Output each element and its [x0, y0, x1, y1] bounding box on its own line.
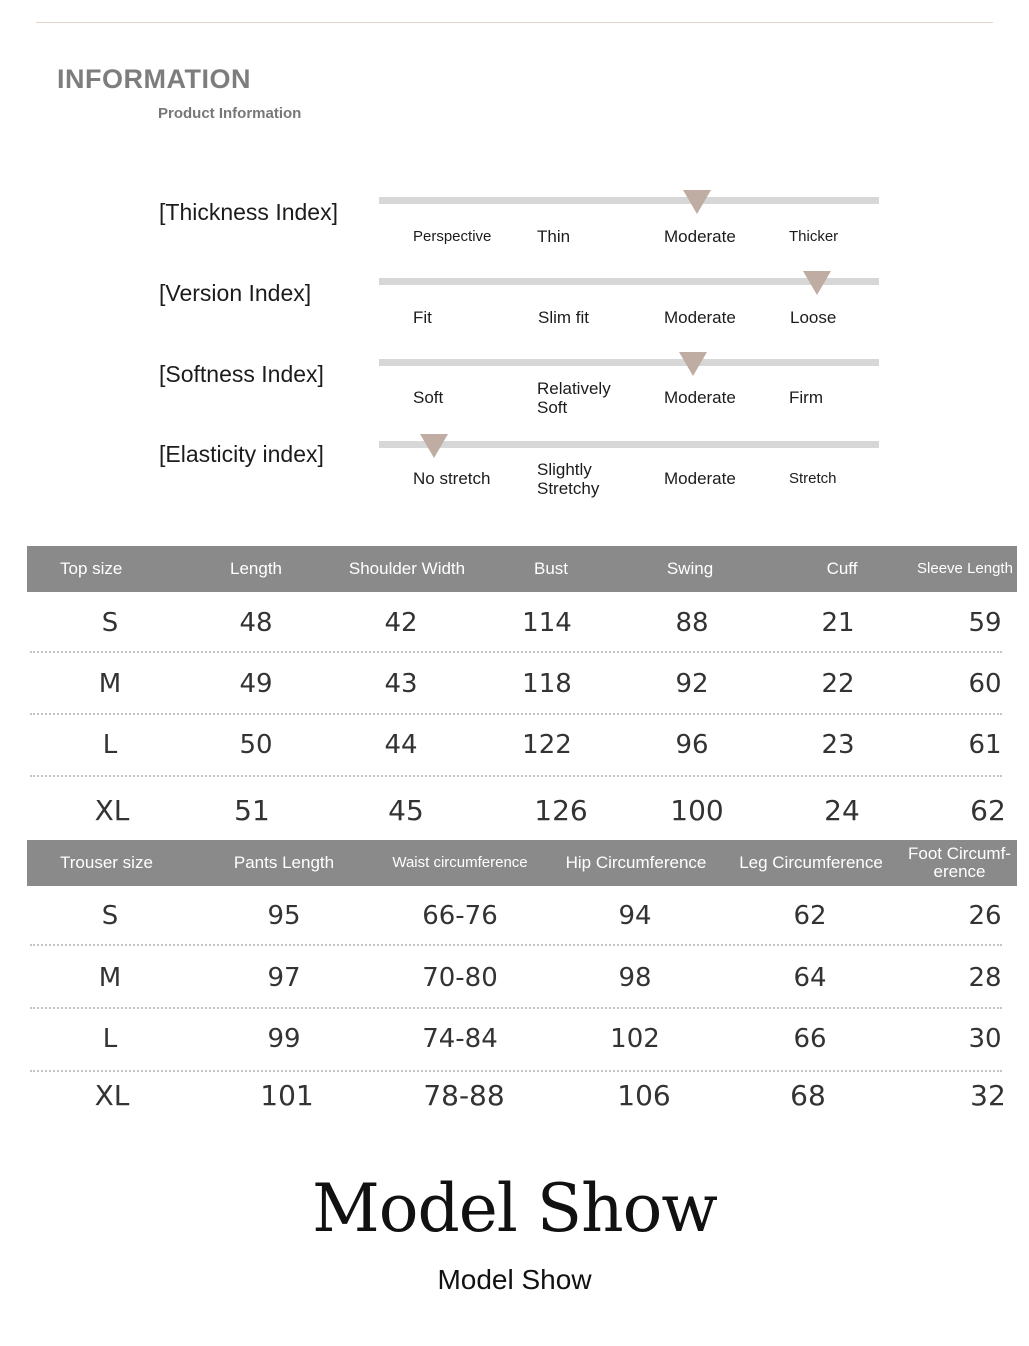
table-cell: 21 [821, 608, 855, 638]
column-header: Foot Circumf-erence [908, 844, 1011, 881]
version-option: Moderate [664, 308, 736, 327]
thickness-index-bar [379, 197, 879, 204]
column-header: Top size [60, 559, 123, 578]
table-cell: 48 [239, 608, 273, 638]
table-cell: 23 [821, 730, 855, 760]
version-option: Loose [790, 308, 837, 327]
table-cell: 101 [260, 1078, 314, 1112]
section-title: INFORMATION [57, 64, 251, 94]
table-cell: 59 [968, 608, 1002, 638]
table-cell: 42 [384, 608, 418, 638]
table-cell: 96 [675, 730, 709, 760]
table-cell: XL [94, 793, 130, 827]
table-cell: 49 [239, 669, 273, 699]
table-cell: 24 [824, 793, 860, 827]
table-cell: 66 [793, 1024, 827, 1054]
table-row [27, 655, 1017, 713]
top-size-table-header [27, 546, 1017, 592]
table-cell: 44 [384, 730, 418, 760]
elasticity-index-label: [Elasticity index] [159, 441, 324, 467]
table-cell: 62 [793, 901, 827, 931]
top-divider [36, 22, 993, 23]
elasticity-option: Moderate [664, 469, 736, 488]
model-show-subheading: Model Show [437, 1264, 592, 1295]
table-cell: 51 [234, 793, 270, 827]
row-divider [30, 775, 1002, 777]
thickness-option: Moderate [664, 227, 736, 246]
section-subtitle: Product Information [158, 105, 302, 122]
thickness-option: Perspective [413, 228, 492, 245]
table-cell: 68 [790, 1078, 826, 1112]
version-option: Slim fit [538, 308, 589, 327]
table-cell: 66-76 [422, 901, 498, 931]
table-cell: S [101, 901, 119, 931]
table-cell: 61 [968, 730, 1002, 760]
elasticity-option: Stretch [789, 470, 837, 487]
thickness-index-marker [683, 190, 711, 214]
softness-index-marker [679, 352, 707, 376]
table-cell: 60 [968, 669, 1002, 699]
table-cell: 92 [675, 669, 709, 699]
table-cell: 88 [675, 608, 709, 638]
elasticity-index-marker [420, 434, 448, 458]
trouser-size-table-header [27, 840, 1017, 886]
table-cell: 45 [388, 793, 424, 827]
version-index-label: [Version Index] [159, 280, 312, 306]
thickness-option: Thin [537, 227, 571, 246]
table-cell: M [98, 669, 122, 699]
table-cell: 100 [670, 793, 724, 827]
table-row [27, 594, 1017, 652]
version-index-marker [803, 271, 831, 295]
thickness-index-label: [Thickness Index] [159, 199, 338, 225]
row-divider [30, 944, 1002, 946]
column-header: Cuff [826, 559, 858, 578]
column-header: Hip Circumference [565, 853, 707, 872]
column-header: Bust [533, 559, 569, 578]
table-cell: 102 [610, 1024, 660, 1054]
table-row [27, 888, 1017, 944]
column-header: Leg Circumference [739, 853, 883, 872]
softness-option: Relatively Soft [537, 379, 611, 417]
table-cell: 64 [793, 963, 827, 993]
row-divider [30, 713, 1002, 715]
table-row [27, 716, 1017, 774]
table-cell: M [98, 963, 122, 993]
table-cell: 98 [618, 963, 652, 993]
table-row [27, 949, 1017, 1007]
softness-option: Soft [413, 388, 444, 407]
row-divider [30, 651, 1002, 653]
column-header: Pants Length [233, 853, 335, 872]
column-header: Trouser size [60, 853, 153, 872]
table-cell: L [102, 730, 118, 760]
softness-option: Moderate [664, 388, 736, 407]
table-row [27, 1010, 1017, 1068]
column-header: Waist circumference [392, 854, 528, 871]
model-show-heading: Model Show [312, 1170, 717, 1247]
column-header: Swing [666, 559, 714, 578]
thickness-option: Thicker [789, 228, 839, 245]
table-row [27, 1066, 1017, 1124]
table-cell: 118 [522, 669, 572, 699]
table-cell: 30 [968, 1024, 1002, 1054]
elasticity-option: Slightly Stretchy [537, 460, 600, 498]
table-cell: 50 [239, 730, 273, 760]
column-header: Shoulder Width [348, 559, 466, 578]
table-row [27, 780, 1017, 840]
row-divider [30, 1007, 1002, 1009]
table-cell: 94 [618, 901, 652, 931]
table-cell: 62 [970, 793, 1006, 827]
table-cell: 106 [617, 1078, 671, 1112]
table-cell: 95 [267, 901, 301, 931]
table-cell: 32 [970, 1078, 1006, 1112]
table-cell: 114 [522, 608, 572, 638]
table-cell: 70-80 [422, 963, 498, 993]
table-cell: 26 [968, 901, 1002, 931]
column-header: Length [230, 559, 282, 578]
table-cell: 43 [384, 669, 418, 699]
elasticity-index-bar [379, 441, 879, 448]
table-cell: 99 [267, 1024, 301, 1054]
table-cell: 126 [534, 793, 588, 827]
table-cell: XL [94, 1078, 130, 1112]
softness-index-bar [379, 359, 879, 366]
table-cell: 122 [522, 730, 572, 760]
table-cell: L [102, 1024, 118, 1054]
column-header: Sleeve Length [917, 560, 1013, 577]
softness-option: Firm [789, 388, 823, 407]
softness-index-label: [Softness Index] [159, 361, 324, 387]
table-cell: S [101, 608, 119, 638]
table-cell: 28 [968, 963, 1002, 993]
table-cell: 22 [821, 669, 855, 699]
version-option: Fit [413, 308, 432, 327]
table-cell: 78-88 [423, 1078, 505, 1112]
table-cell: 97 [267, 963, 301, 993]
table-cell: 74-84 [422, 1024, 498, 1054]
elasticity-option: No stretch [413, 469, 491, 488]
